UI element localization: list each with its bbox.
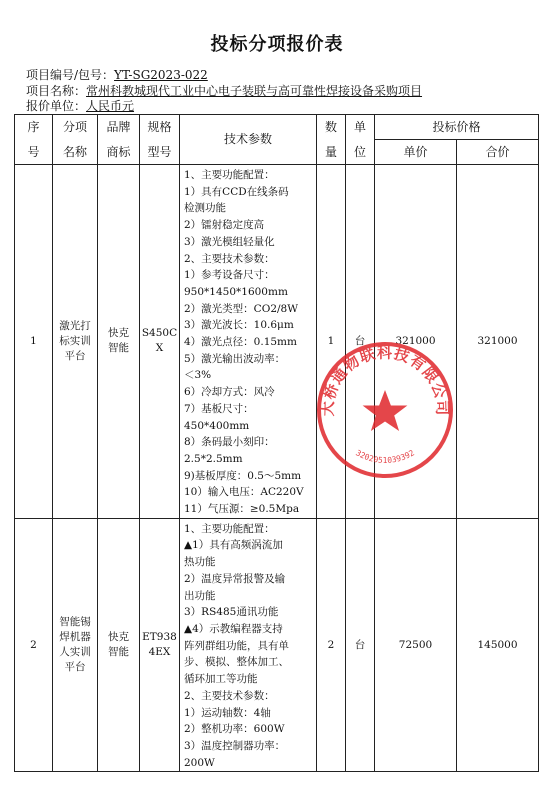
project-number-label: 项目编号/包号： <box>26 68 115 82</box>
row-spec: 1、主要功能配置： 1）具有CCD在线条码 检测功能 2）镭射稳定度高 3）激光模组轻量化 2、主要技术参数： 1）参考设备尺寸： 950*1450*1600mm 2）激光类型：CO2/8W 3）激光波长：10.6μm 4）激光点径：0.15mm 5）激光输出波动率： ＜3% 6）冷却方式：风冷 7）基板尺寸： 450*400mm 8）条码最小刻印： 2.5*2.5mm 9)基板厚度：0.5～5mm 10）输入电压：AC220V 11）气压源：≥0.5Mpa <box>180 165 317 519</box>
row-qty: 1 <box>317 165 346 519</box>
header-bid-price: 投标价格 <box>375 115 539 140</box>
project-name-label: 项目名称： <box>26 84 87 98</box>
row-brand: 快克 智能 <box>98 165 140 519</box>
header-unit: 单 位 <box>346 115 375 165</box>
project-name-line <box>26 84 422 98</box>
row-unit-price: 72500 <box>375 518 457 772</box>
row-unit: 台 <box>346 165 375 519</box>
row-spec: 1、主要功能配置： ▲1）具有高频涡流加 热功能 2）温度异常报警及输 出功能 3）RS485通讯功能 ▲4）示教编程器支持 阵列群组功能，具有单 步、模拟、整体加工、 循环加工等功能 2、主要技术参数： 1）运动轴数：4轴 2）整机功率：600W 3）温度控制器功率： 200W <box>180 518 317 772</box>
row-item-name: 智能锡 焊机器 人实训 平台 <box>53 518 98 772</box>
header-qty: 数 量 <box>317 115 346 165</box>
currency-line <box>26 99 134 113</box>
seal-company-name: 大桥通物联科技有限公司 <box>318 343 452 417</box>
currency-value: 人民币元 <box>86 99 135 113</box>
row-total-price: 321000 <box>457 165 539 519</box>
table-row <box>15 165 539 519</box>
row-unit: 台 <box>346 518 375 772</box>
header-seq: 序 号 <box>15 115 53 165</box>
header-total-price: 合价 <box>457 140 539 165</box>
header-row-1 <box>15 115 539 140</box>
row-qty: 2 <box>317 518 346 772</box>
row-brand: 快克 智能 <box>98 518 140 772</box>
header-spec: 技术参数 <box>180 115 317 165</box>
document-title: 投标分项报价表 <box>210 34 344 55</box>
row-total-price: 145000 <box>457 518 539 772</box>
project-number-line <box>26 68 208 82</box>
row-seq: 1 <box>15 165 53 519</box>
seal-registration-code: 3202051039392 <box>354 448 416 465</box>
row-model: ET938 4EX <box>140 518 180 772</box>
project-name-value: 常州科教城现代工业中心电子装联与高可靠性焊接设备采购项目 <box>86 84 423 98</box>
currency-label: 报价单位： <box>26 99 87 113</box>
project-number-value: YT-SG2023-022 <box>114 68 208 82</box>
row-seq: 2 <box>15 518 53 772</box>
header-unit-price: 单价 <box>375 140 457 165</box>
header-item-name: 分项 名称 <box>53 115 98 165</box>
star-icon <box>363 390 408 431</box>
company-seal-stamp <box>315 340 455 480</box>
table-row <box>15 518 539 772</box>
row-model: S450C X <box>140 165 180 519</box>
price-breakdown-table <box>14 114 539 772</box>
row-item-name: 激光打 标实训 平台 <box>53 165 98 519</box>
header-brand: 品牌 商标 <box>98 115 140 165</box>
row-unit-price: 321000 <box>375 165 457 519</box>
header-model: 规格 型号 <box>140 115 180 165</box>
